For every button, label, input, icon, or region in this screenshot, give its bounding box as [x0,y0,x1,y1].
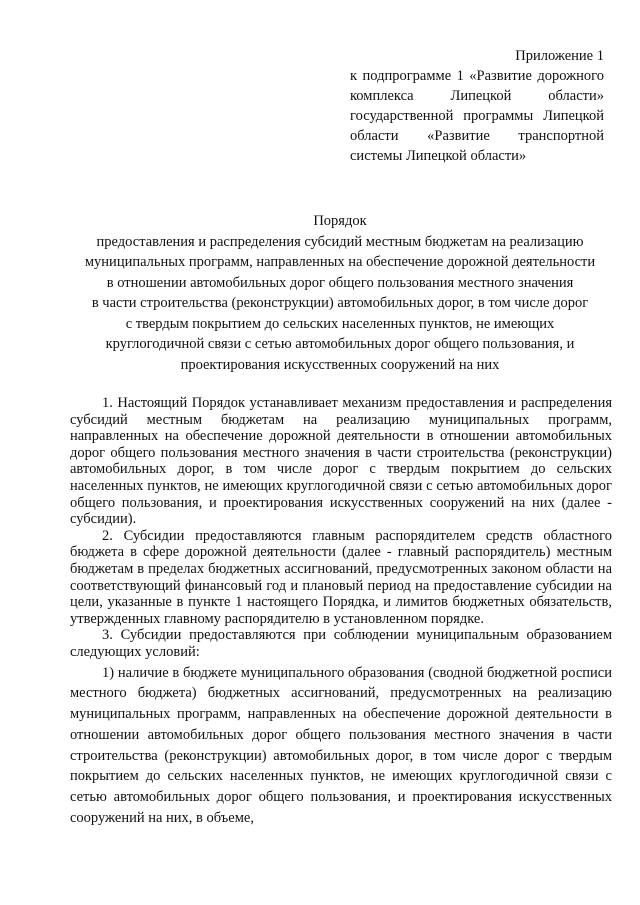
title-line: с твердым покрытием до сельских населенных пунктов, не имеющих [125,315,555,332]
title-line: предоставления и распределения субсидий местным бюджетам на реализацию [96,233,584,250]
title-line: муниципальных программ, направленных на обеспечение дорожной деятельности [84,254,596,270]
paragraph-1: 1. Настоящий Порядок устанавливает механизм предоставления и распределения субсидий местным бюджетам на реализацию муниципальных программ, направленных на обеспечение дорожной деятельности в отношении автомобильных дорог общего пользования местного значения в части строительства (реконструкции) автомобильных дорог, в том числе дорог с твердым покрытием до сельских населенных пунктов, не имеющих круглогодичной связи с сетью автомобильных дорог общего пользования, и проектирования искусственных сооружений на них (далее - субсидии). [70,395,612,528]
appendix-number: Приложение 1 [515,48,604,64]
document-body [70,395,612,829]
appendix-text: к подпрограмме 1 «Развитие дорожного комплекса Липецкой области» государственной программы Липецкой области «Развитие транспортной системы Липецкой области» [350,68,604,164]
title-heading: Порядок [313,213,367,229]
document-title [70,211,610,375]
paragraph-3-item-1: 1) наличие в бюджете муниципального образования (сводной бюджетной росписи местного бюджета) бюджетных ассигнований, предусмотренных на реализацию муниципальных программ, направленных на обеспечение дорожной деятельности в отношении автомобильных дорог общего пользования местного значения в части строительства (реконструкции) автомобильных дорог, в том числе дорог с твердым покрытием до сельских населенных пунктов, не имеющих круглогодичной связи с сетью автомобильных дорог общего пользования, и проектирования искусственных сооружений на них, в объеме, [70,664,612,827]
paragraph-3: 3. Субсидии предоставляются при соблюдении муниципальным образованием следующих условий: [70,627,612,660]
title-line: в части строительства (реконструкции) автомобильных дорог, в том числе дорог [91,295,589,311]
title-line: в отношении автомобильных дорог общего пользования местного значения [106,274,574,291]
title-line: круглогодичной связи с сетью автомобильных дорог общего пользования, и [105,336,575,352]
title-line: проектирования искусственных сооружений на них [180,356,500,373]
appendix-note [350,46,604,166]
paragraph-2: 2. Субсидии предоставляются главным распорядителем средств областного бюджета в сфере дорожной деятельности (далее - главный распорядитель) местным бюджетам в пределах бюджетных ассигнований, предусмотренных законом области на соответствующий финансовый год и плановый период на предоставление субсидии на цели, указанные в пункте 1 настоящего Порядка, и лимитов бюджетных обязательств, утвержденных главному распорядителю в установленном порядке. [70,527,612,627]
